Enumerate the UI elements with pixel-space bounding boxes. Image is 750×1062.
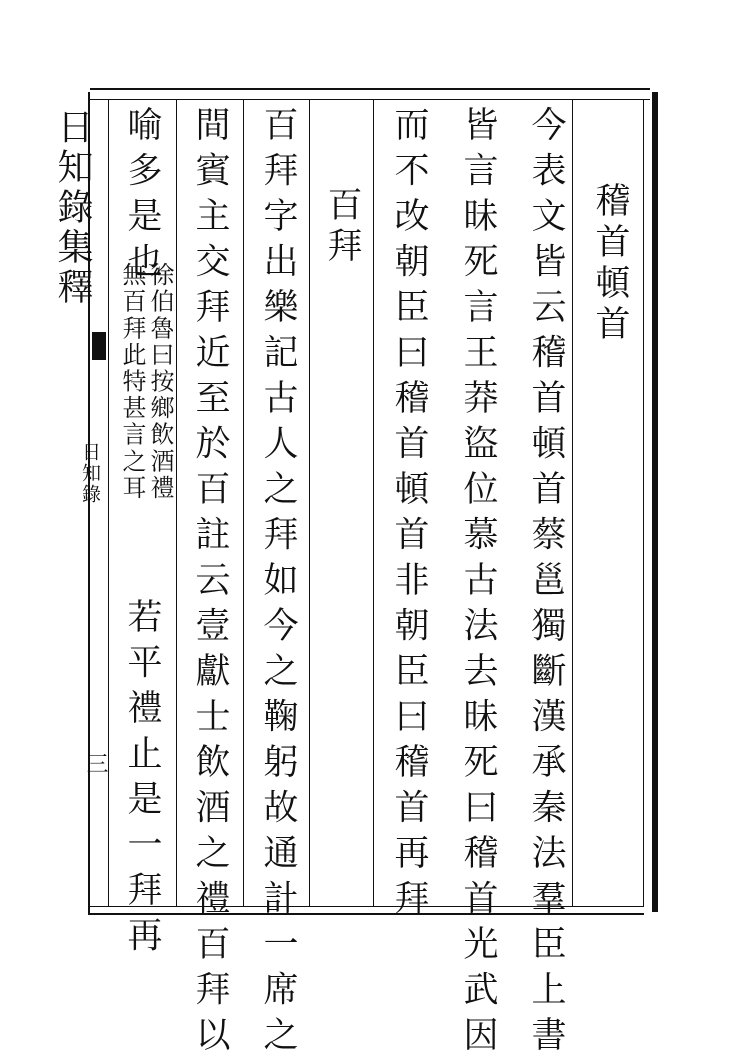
text-column: 皆言昧死言王莽盜位慕古法去昧死曰稽首光武因 (458, 106, 498, 1062)
column-divider (243, 100, 244, 906)
frame-top-inner-rule (90, 99, 650, 100)
section-heading: 百拜 (322, 186, 362, 268)
text-column: 喻多是也 (122, 106, 162, 288)
fold-line-left (108, 100, 109, 906)
text-column: 今表文皆云稽首頓首蔡邕獨斷漢承秦法羣臣上書 (526, 106, 566, 1062)
text-column: 若平禮止是一拜再 (122, 598, 162, 962)
annotation-note: 無百拜此特甚言之耳 (118, 262, 146, 502)
frame-top-rule (90, 88, 650, 90)
frame-right-inner-rule (643, 100, 644, 906)
frame-right-heavy-rule (652, 92, 658, 912)
annotation-note: 徐伯魯曰按鄉飲酒禮 (146, 262, 174, 502)
text-column: 而不改朝臣曰稽首頓首非朝臣曰稽首再拜 (389, 106, 429, 925)
fish-tail-mark (92, 332, 106, 360)
column-divider (309, 100, 310, 906)
column-divider (572, 100, 573, 906)
section-heading: 稽首頓首 (590, 182, 630, 346)
margin-page-number: 三 (83, 752, 108, 774)
column-divider (176, 100, 177, 906)
text-column: 百拜字出樂記古人之拜如今之鞠躬故通計一席之 (258, 106, 298, 1062)
margin-subtitle: 日知錄 (79, 442, 101, 505)
text-column: 間賓主交拜近至於百註云壹獻士飲酒之禮百拜以 (190, 106, 230, 1062)
margin-book-title: 日知錄集釋 (52, 108, 93, 308)
column-divider (373, 100, 374, 906)
